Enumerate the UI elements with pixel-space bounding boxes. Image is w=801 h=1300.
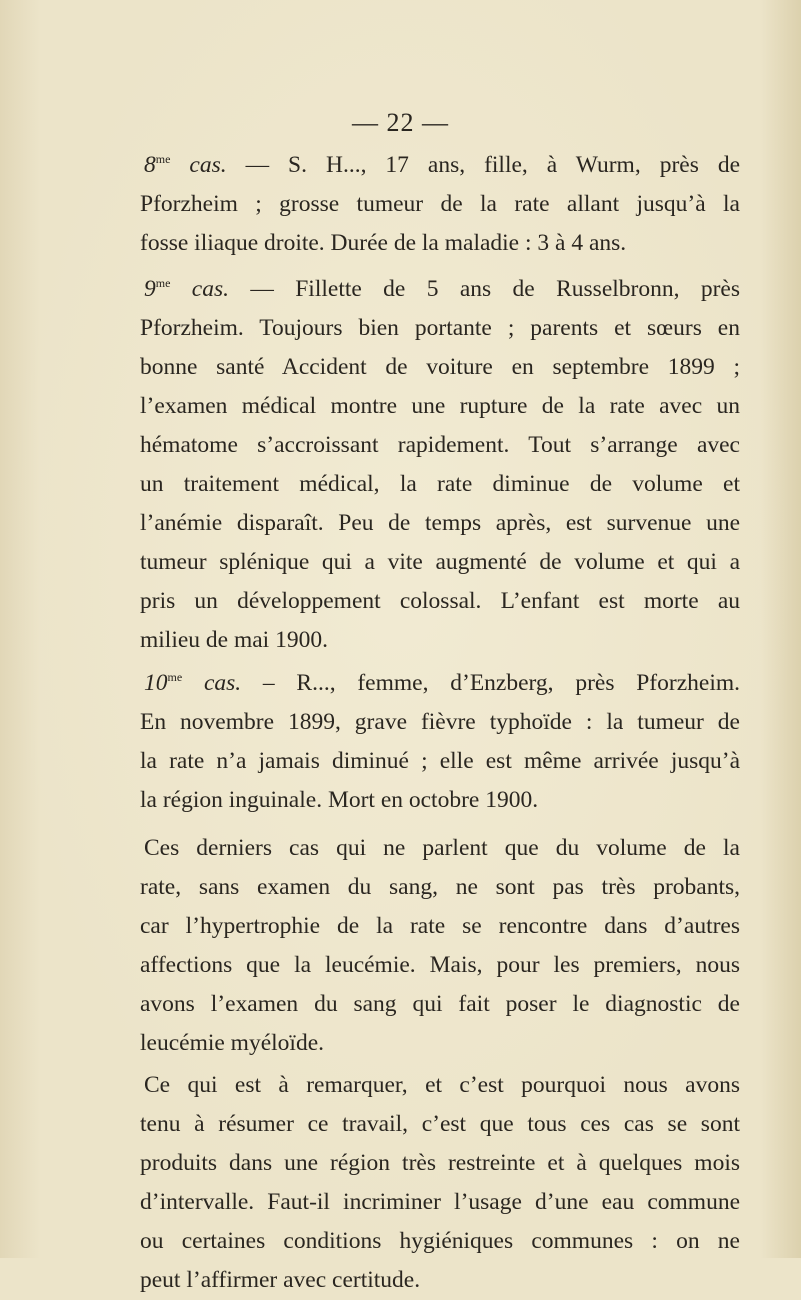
case-10-text-1: – R..., femme, d’Enzberg, près Pforzheim. (241, 670, 740, 696)
case-8-number-sup: me (155, 152, 171, 166)
case-9-text-1: — Fillette de 5 ans de Russelbronn, près (229, 276, 740, 302)
case-9-line-3: bonne santé Accident de voiture en septembre 1899 ; (140, 354, 740, 380)
case-10-line-3: la rate n’a jamais diminué ; elle est même arrivée jusqu’à (140, 748, 740, 774)
case-8-line-3: fosse iliaque droite. Durée de la maladie : 3 à 4 ans. (140, 230, 627, 256)
case-10-line-1 (140, 658, 740, 703)
conclusion-1-line-2: rate, sans examen du sang, ne sont pas très probants, (140, 874, 740, 900)
conclusion-2-line-5: ou certaines conditions hygiéniques communes : on ne (140, 1228, 740, 1254)
case-9-line-7: l’anémie disparaît. Peu de temps après, est survenue une (140, 510, 740, 536)
case-8-label: cas. (189, 152, 227, 178)
conclusion-2-line-4: d’intervalle. Faut-il incriminer l’usage d’une eau commune (140, 1189, 740, 1215)
case-10-paragraph (140, 658, 740, 820)
case-10-line-2: En novembre 1899, grave fièvre typhoïde : la tumeur de (140, 709, 740, 735)
case-9-line-10: milieu de mai 1900. (140, 627, 328, 653)
conclusion-1-line-1: Ces derniers cas qui ne parlent que du volume de la (144, 835, 740, 861)
case-10-number-sup: me (167, 670, 183, 684)
case-9-line-1 (140, 264, 740, 309)
case-10-label: cas. (203, 670, 242, 696)
conclusion-paragraph-1 (140, 829, 740, 1063)
case-9-line-8: tumeur splénique qui a vite augmenté de volume et qui a (140, 549, 740, 575)
case-9-line-9: pris un développement colossal. L’enfant est morte au (140, 588, 740, 614)
conclusion-2-line-1: Ce qui est à remarquer, et c’est pourquoi nous avons (144, 1072, 740, 1098)
case-9-line-2: Pforzheim. Toujours bien portante ; parents et sœurs en (140, 315, 740, 341)
case-8-line-1 (140, 140, 740, 185)
conclusion-1-line-3: car l’hypertrophie de la rate se rencontre dans d’autres (140, 913, 740, 939)
page-number: — 22 — (352, 108, 449, 137)
case-9-line-5: hématome s’accroissant rapidement. Tout s’arrange avec (140, 432, 740, 458)
case-9-line-4: l’examen médical montre une rupture de la rate avec un (140, 393, 740, 419)
case-8-text-1: — S. H..., 17 ans, fille, à Wurm, près de (226, 152, 740, 178)
conclusion-2-line-2: tenu à résumer ce travail, c’est que tous ces cas se sont (140, 1111, 740, 1137)
case-9-paragraph (140, 264, 740, 660)
case-10-number: 10 (144, 670, 168, 696)
conclusion-2-line-3: produits dans une région très restreinte et à quelques mois (140, 1150, 740, 1176)
case-9-number: 9 (144, 276, 156, 302)
conclusion-1-line-4: affections que la leucémie. Mais, pour les premiers, nous (140, 952, 740, 978)
case-8-paragraph (140, 140, 740, 263)
conclusion-1-line-5: avons l’examen du sang qui fait poser le diagnostic de (140, 991, 740, 1017)
case-8-number: 8 (144, 152, 156, 178)
case-10-line-4: la région inguinale. Mort en octobre 1900. (140, 787, 539, 813)
case-8-line-2: Pforzheim ; grosse tumeur de la rate allant jusqu’à la (140, 191, 740, 217)
conclusion-1-line-6: leucémie myéloïde. (140, 1030, 325, 1056)
case-9-line-6: un traitement médical, la rate diminue de volume et (140, 471, 740, 497)
conclusion-paragraph-2 (140, 1066, 740, 1300)
case-9-label: cas. (191, 276, 229, 302)
case-9-number-sup: me (155, 276, 171, 290)
conclusion-2-line-6: peut l’affirmer avec certitude. (140, 1267, 421, 1293)
